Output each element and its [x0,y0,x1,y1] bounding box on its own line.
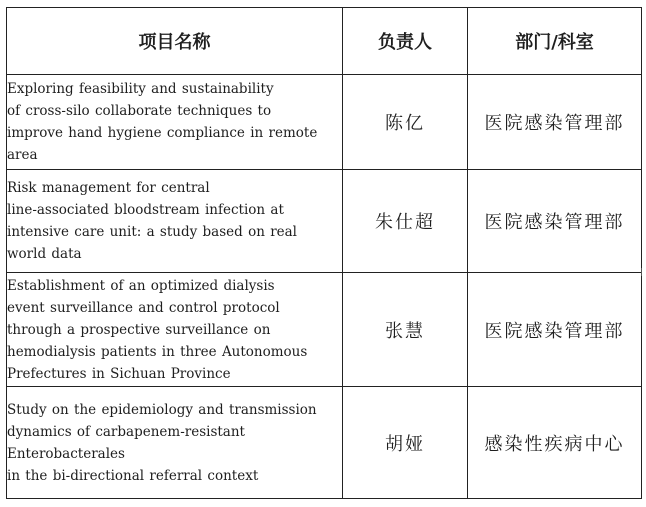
edge-tick-mark [641,268,642,276]
table-header-row [7,8,642,75]
department: 医院感染管理部 [468,170,642,273]
department: 感染性疾病中心 [468,387,642,499]
project-title-line: Risk management for central [7,180,210,196]
project-title-line: Exploring feasibility and sustainability [7,81,274,97]
project-title-line: Study on the epidemiology and transmission [7,401,317,418]
project-title-line: Enterobacterales [7,445,125,462]
table-row [7,170,642,273]
table-row [7,273,642,387]
project-title-line: line-associated bloodstream infection at [7,202,284,218]
person-in-charge: 胡娅 [343,387,468,499]
department: 医院感染管理部 [468,273,642,387]
project-title-line: area [7,147,38,163]
person-in-charge: 张慧 [343,273,468,387]
project-title-line: in the bi-directional referral context [7,467,259,484]
project-title-line: dynamics of carbapenem-resistant [7,423,245,440]
project-title-line: Establishment of an optimized dialysis [7,277,275,294]
project-title-line: event surveillance and control protocol [7,299,280,316]
project-title [7,75,343,170]
project-title-line: intensive care unit: a study based on real [7,224,297,240]
project-title [7,170,343,273]
table-row [7,387,642,499]
projects-table [6,7,642,499]
project-title-line: through a prospective surveillance on [7,321,271,338]
project-title-line: Prefectures in Sichuan Province [7,365,231,382]
project-title-line: world data [7,246,82,262]
header-person-in-charge: 负责人 [343,8,468,75]
person-in-charge: 陈亿 [343,75,468,170]
table-row [7,75,642,170]
person-in-charge: 朱仕超 [343,170,468,273]
department: 医院感染管理部 [468,75,642,170]
project-title-line: of cross-silo collaborate techniques to [7,103,272,119]
project-title-line: hemodialysis patients in three Autonomous [7,343,308,360]
header-project-name: 项目名称 [7,8,343,75]
header-department: 部门/科室 [468,8,642,75]
project-title [7,273,343,387]
project-title-line: improve hand hygiene compliance in remote [7,125,318,141]
project-title [7,387,343,499]
